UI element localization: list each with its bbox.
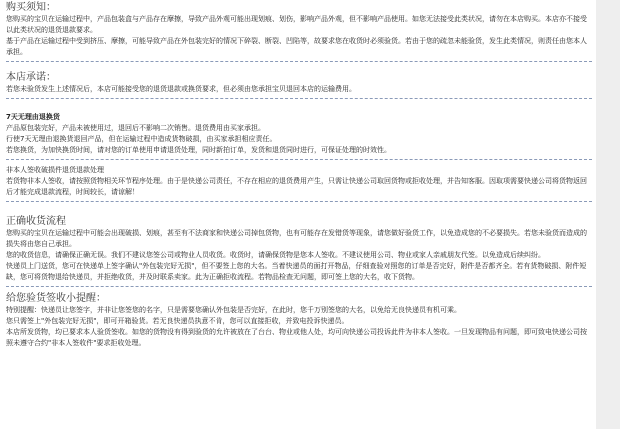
receiving-process-paragraph: 您购买的宝贝在运输过程中可能会出现破损、划痕，甚至有不法商家和快递公司掉包货物，也有可能存在发错货等现象，请您做好验货工作，以免造成您的不必要损失。若您未验货而造成的损失将由您自己承担。	[6, 229, 587, 248]
seven-day-return-section	[6, 112, 592, 156]
section-divider	[6, 286, 592, 287]
section-divider	[6, 201, 592, 202]
signing-reminder-section	[6, 292, 592, 349]
seven-day-return-paragraph: 行使7天无理由退换货退回产品，但在运输过程中造成货物破损，由买家承担相应责任。	[6, 135, 277, 143]
notice-content	[6, 1, 592, 349]
section-divider	[6, 159, 592, 160]
store-promise-section	[6, 71, 592, 95]
purchase-notice-section	[6, 1, 592, 58]
purchase-notice-paragraph: 您购买的宝贝在运输过程中，产品包装盒与产品存在摩擦，导致产品外观可能出现划痕、划伤，影响产品外观，但不影响产品使用。如您无法接受此类状况，请勿在本店购买。本店亦不接受以此类状况的退货退款要求。	[6, 15, 587, 34]
signing-reminder-paragraph: 您只需签上"外包装完好无损"，即可开箱验货。若无良快递员执意不肯，您可以直接拒收，并致电投诉快递员。	[6, 317, 349, 325]
signing-reminder-paragraph: 特别提醒：快递员让您签字，并非让您签您的名字，只是需要您确认外包装是否完好，在此时，您千万别签您的大名，以免给无良快递员有机可乘。	[6, 306, 461, 314]
seven-day-return-paragraph: 若您换货，为加快换货时间，请对您的订单使用申请退货处理，同时新拍订单，发货和退货同时进行，可保证处理的时效性。	[6, 146, 391, 154]
purchase-notice-heading: 购买须知：	[6, 2, 56, 13]
non-recipient-return-section	[6, 165, 592, 198]
signing-reminder-paragraph: 本店所发货物，均已要求本人验货签收。如您的货物没有得到验货的允许被放在了台台、物业或他人处，均可向快递公司投诉此件为非本人签收。一旦发现物品有问题，即可致电快递公司按照未遵守合约"非本人签收件"要求拒收处理。	[6, 328, 587, 347]
seven-day-return-paragraph: 产品原包装完好，产品未被使用过，退回后不影响二次销售。退货费用由买家承担。	[6, 124, 265, 132]
section-divider	[6, 61, 592, 62]
seven-day-return-title: 7天无理由退换货	[6, 113, 60, 121]
signing-reminder-heading: 给您验货签收小提醒：	[6, 293, 106, 304]
receiving-process-paragraph: 快递员上门送货，您可在快递单上签字确认"外包装完好无损"，但不要签上您的大名。当着快递员的面打开物品，仔细查验对照您的订单是否完好，附件是否都齐全。若有货物破损、附件短缺，您可将货物退给快递员，并拒绝收货，并及时联系卖家。此为正确拒收流程。若物品检查无问题，即可签上您的大名，收下货物。	[6, 262, 587, 281]
non-recipient-return-title: 非本人签收破损件退货退款处理	[6, 166, 104, 174]
store-promise-paragraph: 若您未验货发生上述情况后，本店可能接受您的退货退款或换货要求，但必须由您承担宝贝退回本店的运输费用。	[6, 85, 356, 93]
receiving-process-heading: 正确收货流程	[6, 216, 66, 227]
store-promise-heading: 本店承诺：	[6, 72, 56, 83]
receiving-process-section	[6, 215, 592, 283]
receiving-process-paragraph: 您的收货信息，请确保正确无误。我们不建议您签公司或物业人员收货。收货时，请确保货物是您本人签收。不建议使用公司、物业或家人亲戚朋友代签。以免造成后续纠纷。	[6, 251, 545, 259]
right-side-strip	[596, 0, 620, 429]
non-recipient-return-paragraph: 若货物非本人签收，请按照货物相关环节程序处理。由于是快递公司责任，不存在相应的退货费用产生，只需让快递公司取回货物或拒收处理，并告知客服。因取项需要快递公司将货物返回后才能完成退款流程，时间较长，请谅解！	[6, 177, 587, 196]
section-divider	[6, 98, 592, 99]
purchase-notice-paragraph: 基于产品在运输过程中受到挤压、摩擦，可能导致产品在外包装完好的情况下碎裂、断裂、凹陷等，故要求您在收货时必须验货。若由于您的疏忽未能验货，发生此类情况，则责任由您本人承担。	[6, 37, 587, 56]
